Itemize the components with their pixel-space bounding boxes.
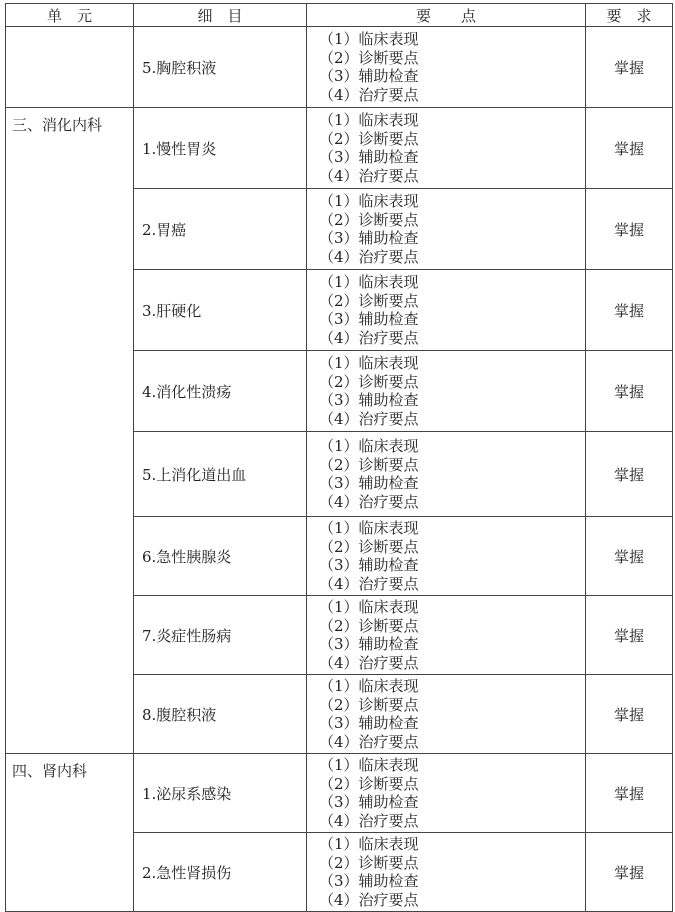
requirement-cell: 掌握 <box>586 351 673 432</box>
unit-cell: 三、消化内科 <box>6 108 134 754</box>
header-unit: 单 元 <box>6 4 134 27</box>
point-text: （1）临床表现 <box>319 677 419 695</box>
point-text: （4）治疗要点 <box>319 166 419 185</box>
point-text: （4）治疗要点 <box>319 890 419 909</box>
requirement-cell: 掌握 <box>586 833 673 912</box>
points-cell <box>307 596 586 675</box>
point-text: （1）临床表现 <box>319 437 419 455</box>
table-header-row <box>6 4 673 27</box>
point-text: （3）辅助检查 <box>319 67 419 85</box>
unit-cell: 四、肾内科 <box>6 754 134 912</box>
point-text: （1）临床表现 <box>319 30 419 48</box>
table-row <box>6 754 673 833</box>
point-text: （2）诊断要点 <box>319 774 419 793</box>
points-cell <box>307 189 586 270</box>
point-text: （3）辅助检查 <box>319 391 419 409</box>
point-text: （4）治疗要点 <box>319 653 419 672</box>
item-cell: 6.急性胰腺炎 <box>134 517 307 596</box>
item-cell: 2.急性肾损伤 <box>134 833 307 912</box>
point-text: （2）诊断要点 <box>319 291 419 310</box>
point-text: （2）诊断要点 <box>319 372 419 391</box>
item-cell: 4.消化性溃疡 <box>134 351 307 432</box>
point-text: （1）临床表现 <box>319 519 419 537</box>
points-cell <box>307 754 586 833</box>
point-text: （3）辅助检查 <box>319 714 419 732</box>
item-cell: 2.胃癌 <box>134 189 307 270</box>
point-text: （1）临床表现 <box>319 273 419 291</box>
table-row <box>6 27 673 108</box>
point-text: （4）治疗要点 <box>319 247 419 266</box>
item-cell: 1.慢性胃炎 <box>134 108 307 189</box>
points-cell <box>307 270 586 351</box>
header-points: 要 点 <box>307 4 586 27</box>
point-text: （3）辅助检查 <box>319 310 419 328</box>
point-text: （3）辅助检查 <box>319 148 419 166</box>
points-cell <box>307 517 586 596</box>
requirement-cell: 掌握 <box>586 27 673 108</box>
unit-cell <box>6 27 134 108</box>
point-text: （1）临床表现 <box>319 192 419 210</box>
points-cell <box>307 108 586 189</box>
point-text: （3）辅助检查 <box>319 229 419 247</box>
point-text: （1）临床表现 <box>319 111 419 129</box>
item-cell: 7.炎症性肠病 <box>134 596 307 675</box>
points-cell <box>307 351 586 432</box>
point-text: （3）辅助检查 <box>319 793 419 811</box>
point-text: （2）诊断要点 <box>319 537 419 556</box>
points-cell <box>307 432 586 517</box>
point-text: （3）辅助检查 <box>319 474 419 492</box>
requirement-cell: 掌握 <box>586 189 673 270</box>
point-text: （2）诊断要点 <box>319 48 419 67</box>
header-requirement: 要 求 <box>586 4 673 27</box>
item-cell: 1.泌尿系感染 <box>134 754 307 833</box>
table-row <box>6 108 673 189</box>
point-text: （2）诊断要点 <box>319 853 419 872</box>
requirement-cell: 掌握 <box>586 754 673 833</box>
item-cell: 3.肝硬化 <box>134 270 307 351</box>
point-text: （4）治疗要点 <box>319 492 419 511</box>
points-cell <box>307 675 586 754</box>
points-cell <box>307 833 586 912</box>
requirement-cell: 掌握 <box>586 596 673 675</box>
requirement-cell: 掌握 <box>586 108 673 189</box>
point-text: （4）治疗要点 <box>319 409 419 428</box>
point-text: （2）诊断要点 <box>319 616 419 635</box>
header-item: 细 目 <box>134 4 307 27</box>
point-text: （2）诊断要点 <box>319 129 419 148</box>
requirement-cell: 掌握 <box>586 432 673 517</box>
point-text: （4）治疗要点 <box>319 811 419 830</box>
item-cell: 5.上消化道出血 <box>134 432 307 517</box>
requirement-cell: 掌握 <box>586 675 673 754</box>
point-text: （4）治疗要点 <box>319 328 419 347</box>
points-cell <box>307 27 586 108</box>
point-text: （4）治疗要点 <box>319 732 419 751</box>
point-text: （4）治疗要点 <box>319 85 419 104</box>
point-text: （3）辅助检查 <box>319 872 419 890</box>
point-text: （2）诊断要点 <box>319 210 419 229</box>
point-text: （1）临床表现 <box>319 354 419 372</box>
point-text: （1）临床表现 <box>319 756 419 774</box>
item-cell: 8.腹腔积液 <box>134 675 307 754</box>
point-text: （1）临床表现 <box>319 835 419 853</box>
point-text: （2）诊断要点 <box>319 695 419 714</box>
item-cell: 5.胸腔积液 <box>134 27 307 108</box>
point-text: （4）治疗要点 <box>319 574 419 593</box>
requirement-cell: 掌握 <box>586 270 673 351</box>
requirement-cell: 掌握 <box>586 517 673 596</box>
syllabus-table <box>5 3 673 912</box>
point-text: （3）辅助检查 <box>319 556 419 574</box>
point-text: （2）诊断要点 <box>319 455 419 474</box>
point-text: （3）辅助检查 <box>319 635 419 653</box>
point-text: （1）临床表现 <box>319 598 419 616</box>
